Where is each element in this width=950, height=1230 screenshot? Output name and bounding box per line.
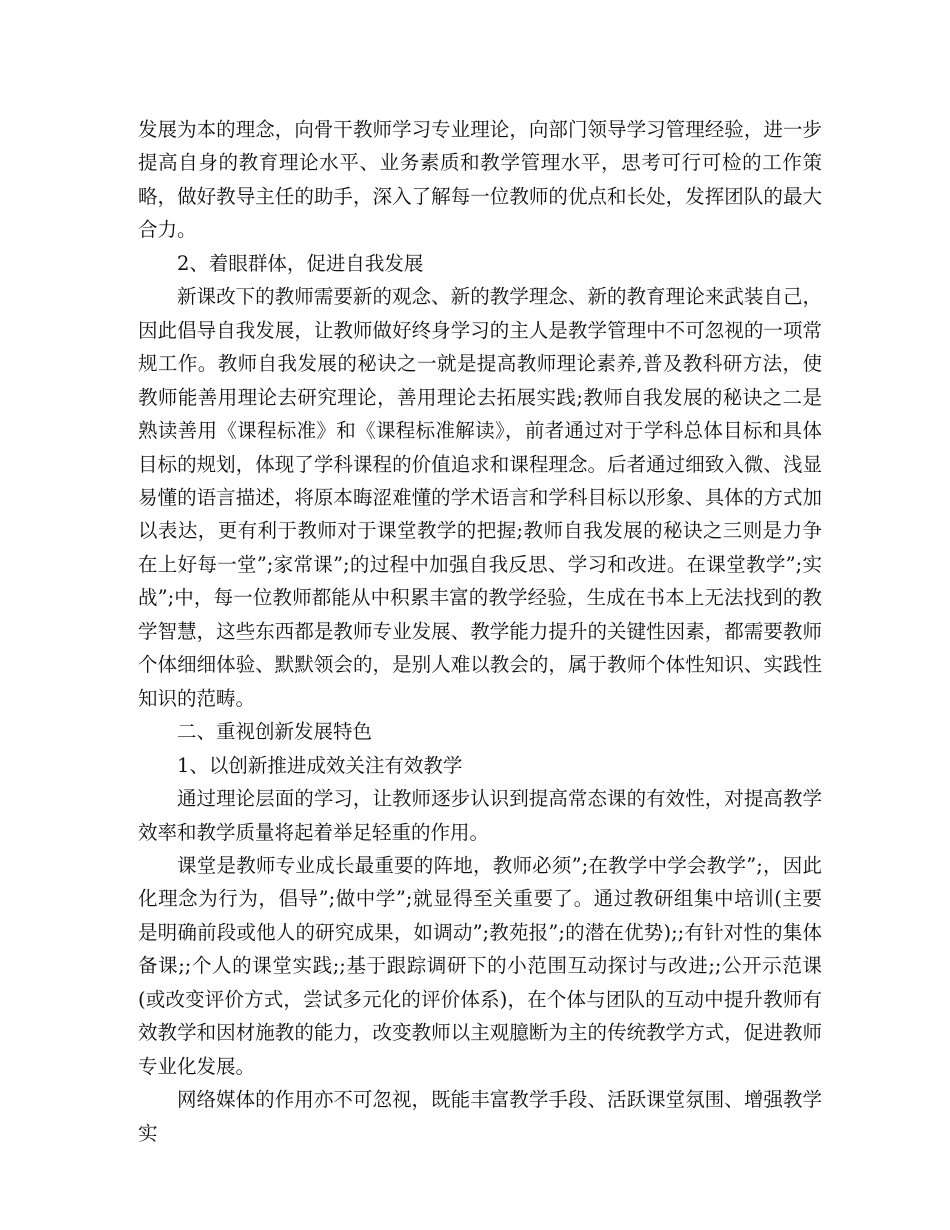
document-body [138, 113, 822, 1150]
paragraph: 网络媒体的作用亦不可忽视，既能丰富教学手段、活跃课堂氛围、增强教学实 [138, 1088, 822, 1145]
section-heading: 1、以创新推进成效关注有效教学 [177, 753, 463, 777]
section-heading: 2、着眼群体，促进自我发展 [177, 251, 424, 275]
paragraph: 新课改下的教师需要新的观念、新的教学理念、新的教育理论来武装自己，因此倡导自我发展，让教师做好终身学习的主人是教学管理中不可忽视的一项常规工作。教师自我发展的秘诀之一就是提高教师理论素养,普及教科研方法，使教师能善用理论去研究理论，善用理论去拓展实践;教师自我发展的秘诀之二是熟读善用《课程标准》和《课程标准解读》，前者通过对于学科总体目标和具体目标的规划，体现了学科课程的价值追求和课程理念。后者通过细致入微、浅显易懂的语言描述，将原本晦涩难懂的学术语言和学科目标以形象、具体的方式加以表达，更有利于教师对于课堂教学的把握;教师自我发展的秘诀之三则是力争在上好每一堂”;家常课”;的过程中加强自我反思、学习和改进。在课堂教学”;实战”;中，每一位教师都能从中积累丰富的教学经验，生成在书本上无法找到的教学智慧，这些东西都是教师专业发展、教学能力提升的关键性因素，都需要教师个体细细体验、默默领会的，是别人难以教会的，属于教师个体性知识、实践性知识的范畴。 [138, 285, 822, 710]
paragraph: 通过理论层面的学习，让教师逐步认识到提高常态课的有效性，对提高教学效率和教学质量将起着举足轻重的作用。 [138, 787, 822, 844]
paragraph: 课堂是教师专业成长最重要的阵地，教师必须”;在教学中学会教学”;，因此化理念为行为，倡导”;做中学”;就显得至关重要了。通过教研组集中培训(主要是明确前段或他人的研究成果，如调动”;教苑报”;的潜在优势);;有针对性的集体备课;;个人的课堂实践;;基于跟踪调研下的小范围互动探讨与改进;;公开示范课(或改变评价方式，尝试多元化的评价体系)，在个体与团队的互动中提升教师有效教学和因材施教的能力，改变教师以主观臆断为主的传统教学方式，促进教师专业化发展。 [138, 853, 822, 1078]
paragraph-continued: 发展为本的理念，向骨干教师学习专业理论，向部门领导学习管理经验，进一步提高自身的教育理论水平、业务素质和教学管理水平，思考可行可检的工作策略，做好教导主任的助手，深入了解每一位教师的优点和长处，发挥团队的最大合力。 [138, 118, 822, 242]
section-heading: 二、重视创新发展特色 [177, 720, 373, 744]
